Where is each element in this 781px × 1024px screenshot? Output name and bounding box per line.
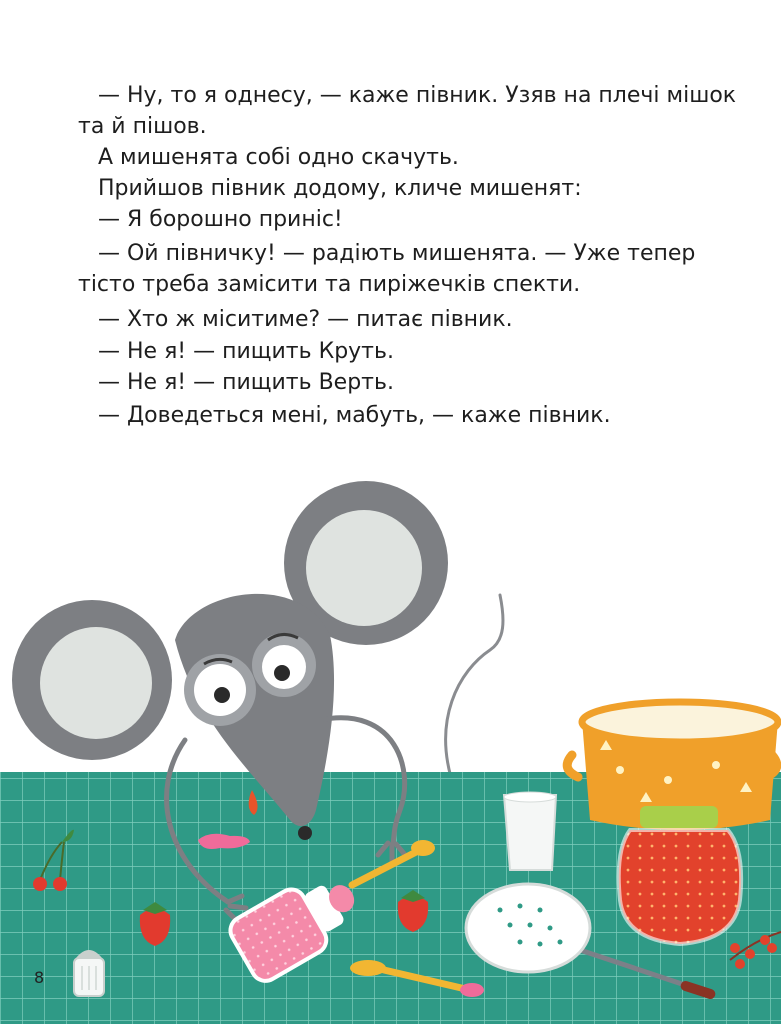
- illustration: [0, 470, 781, 1024]
- story-line-8: — Хто ж міситиме? — питає півник.: [98, 307, 513, 332]
- story-line-10: — Не я! — пищить Верть.: [98, 370, 394, 395]
- salt-shaker-icon: [74, 950, 104, 996]
- story-line-3: А мишенята собі одно скачуть.: [98, 145, 459, 170]
- story-line-9: — Не я! — пищить Круть.: [98, 339, 394, 364]
- story-line-7: тісто треба замісити та пиріжечків спекти.: [78, 272, 581, 297]
- story-line-1: — Ну, то я однесу, — каже півник. Узяв на плечі мішок: [98, 83, 737, 108]
- story-line-4: Прийшов півник додому, кличе мишенят:: [98, 176, 582, 201]
- milk-glass-icon: [504, 792, 556, 870]
- story-line-5: — Я борошно приніс!: [98, 207, 343, 232]
- page-number: 8: [34, 968, 45, 987]
- story-line-2: та й пішов.: [78, 114, 207, 139]
- mouse-tail: [446, 595, 503, 790]
- story-line-6: — Ой півничку! — радіють мишенята. — Уже тепер: [98, 241, 696, 266]
- story-line-11: — Доведеться мені, мабуть, — каже півник.: [98, 403, 611, 428]
